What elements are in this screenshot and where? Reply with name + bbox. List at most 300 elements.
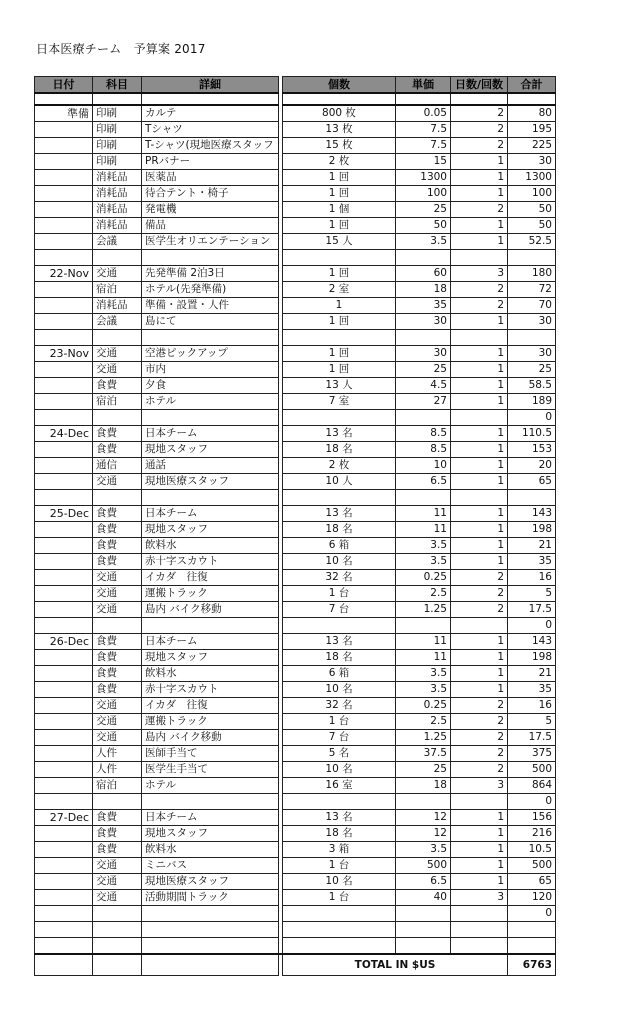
- cell-total: 50: [508, 202, 556, 218]
- cell-total: 198: [508, 650, 556, 666]
- cell-date: [35, 746, 93, 762]
- cell-unit-price: 3.5: [396, 538, 451, 554]
- cell-days: [451, 330, 508, 346]
- cell-quantity: 1 回: [283, 266, 396, 282]
- table-row: [35, 634, 556, 650]
- cell-date: [35, 858, 93, 874]
- table-row: [35, 938, 556, 955]
- cell-unit-price: 3.5: [396, 682, 451, 698]
- cell-date: 22-Nov: [35, 266, 93, 282]
- cell-date: [35, 938, 93, 955]
- cell-detail: 飲料水: [142, 666, 279, 682]
- cell-date: [35, 458, 93, 474]
- cell-total: [508, 938, 556, 955]
- cell-unit-price: 11: [396, 506, 451, 522]
- cell-total: 195: [508, 122, 556, 138]
- cell-unit-price: [396, 330, 451, 346]
- cell-unit-price: 11: [396, 522, 451, 538]
- cell-category: 消耗品: [93, 298, 142, 314]
- cell-days: 2: [451, 122, 508, 138]
- cell-date: [35, 602, 93, 618]
- cell-quantity: [283, 250, 396, 266]
- cell-days: 1: [451, 154, 508, 170]
- cell-days: 1: [451, 426, 508, 442]
- table-row: [35, 442, 556, 458]
- cell-unit-price: 0.25: [396, 698, 451, 714]
- cell-detail: 現地医療スタッフ: [142, 474, 279, 490]
- cell-category: [93, 906, 142, 922]
- cell-days: 2: [451, 698, 508, 714]
- cell-category: 交通: [93, 602, 142, 618]
- cell-unit-price: 2.5: [396, 714, 451, 730]
- table-row: [35, 842, 556, 858]
- cell-total: 180: [508, 266, 556, 282]
- table-row: [35, 778, 556, 794]
- cell-detail: 日本チーム: [142, 810, 279, 826]
- cell-category: 食費: [93, 554, 142, 570]
- cell-detail: ホテル: [142, 394, 279, 410]
- cell-date: [35, 538, 93, 554]
- cell-total: 30: [508, 314, 556, 330]
- cell-days: 1: [451, 362, 508, 378]
- cell-detail: イカダ 往復: [142, 698, 279, 714]
- cell-detail: ミニバス: [142, 858, 279, 874]
- table-row: [35, 554, 556, 570]
- cell-total: 0: [508, 794, 556, 810]
- cell-date: [35, 618, 93, 634]
- cell-quantity: 10 名: [283, 554, 396, 570]
- cell-category: 交通: [93, 570, 142, 586]
- cell-quantity: 13 名: [283, 810, 396, 826]
- cell-quantity: [283, 938, 396, 955]
- total-row: [35, 954, 556, 976]
- table-row: [35, 922, 556, 938]
- total-blank-cell: [142, 954, 279, 976]
- cell-total: 864: [508, 778, 556, 794]
- cell-category: 人件: [93, 746, 142, 762]
- cell-days: 2: [451, 282, 508, 298]
- cell-total: 1300: [508, 170, 556, 186]
- cell-days: [451, 938, 508, 955]
- cell-date: [35, 378, 93, 394]
- cell-date: [35, 730, 93, 746]
- cell-total: 16: [508, 698, 556, 714]
- cell-category: 消耗品: [93, 170, 142, 186]
- table-row: [35, 906, 556, 922]
- cell-quantity: [283, 490, 396, 506]
- cell-detail: 空港ピックアップ: [142, 346, 279, 362]
- cell-total: 0: [508, 906, 556, 922]
- table-row: [35, 330, 556, 346]
- cell-total: 30: [508, 154, 556, 170]
- cell-total: 35: [508, 682, 556, 698]
- cell-detail: 運搬トラック: [142, 586, 279, 602]
- cell-unit-price: 4.5: [396, 378, 451, 394]
- cell-category: 食費: [93, 826, 142, 842]
- cell-category: 通信: [93, 458, 142, 474]
- table-row: [35, 522, 556, 538]
- cell-days: 1: [451, 474, 508, 490]
- cell-quantity: 15 人: [283, 234, 396, 250]
- table-row: [35, 202, 556, 218]
- cell-days: 1: [451, 826, 508, 842]
- cell-category: [93, 922, 142, 938]
- cell-category: 印刷: [93, 105, 142, 122]
- cell-detail: 赤十字スカウト: [142, 554, 279, 570]
- cell-detail: 準備・設置・人件: [142, 298, 279, 314]
- cell-days: 1: [451, 554, 508, 570]
- cell-category: 宿泊: [93, 394, 142, 410]
- cell-date: [35, 906, 93, 922]
- cell-quantity: [283, 794, 396, 810]
- total-label: TOTAL IN $US: [283, 954, 508, 976]
- cell-unit-price: 50: [396, 218, 451, 234]
- cell-detail: 島内 バイク移動: [142, 730, 279, 746]
- table-row: [35, 858, 556, 874]
- cell-date: [35, 314, 93, 330]
- header-unit-price: 単価: [396, 77, 451, 94]
- cell-total: 500: [508, 762, 556, 778]
- cell-total: 225: [508, 138, 556, 154]
- cell-date: 27-Dec: [35, 810, 93, 826]
- cell-category: [93, 938, 142, 955]
- cell-days: 1: [451, 666, 508, 682]
- cell-quantity: 16 室: [283, 778, 396, 794]
- cell-total: 52.5: [508, 234, 556, 250]
- cell-days: [451, 922, 508, 938]
- cell-date: [35, 762, 93, 778]
- cell-unit-price: 25: [396, 362, 451, 378]
- cell-category: 食費: [93, 666, 142, 682]
- table-row: [35, 506, 556, 522]
- header-detail: 詳細: [142, 77, 279, 94]
- cell-date: [35, 650, 93, 666]
- cell-days: 1: [451, 458, 508, 474]
- cell-quantity: [283, 330, 396, 346]
- cell-detail: [142, 938, 279, 955]
- cell-date: 25-Dec: [35, 506, 93, 522]
- cell-unit-price: 12: [396, 810, 451, 826]
- cell-unit-price: [396, 794, 451, 810]
- cell-quantity: 13 名: [283, 426, 396, 442]
- cell-detail: 日本チーム: [142, 634, 279, 650]
- cell-detail: [142, 618, 279, 634]
- cell-detail: イカダ 往復: [142, 570, 279, 586]
- cell-days: 1: [451, 186, 508, 202]
- cell-date: [35, 394, 93, 410]
- table-row: [35, 458, 556, 474]
- cell-quantity: [283, 410, 396, 426]
- cell-unit-price: 10: [396, 458, 451, 474]
- table-row: [35, 362, 556, 378]
- table-row: [35, 490, 556, 506]
- cell-unit-price: [396, 250, 451, 266]
- cell-unit-price: 6.5: [396, 874, 451, 890]
- cell-category: 食費: [93, 810, 142, 826]
- cell-total: 21: [508, 666, 556, 682]
- cell-quantity: [283, 618, 396, 634]
- table-row: [35, 186, 556, 202]
- cell-quantity: 1 回: [283, 186, 396, 202]
- cell-detail: PRバナー: [142, 154, 279, 170]
- cell-detail: 通話: [142, 458, 279, 474]
- cell-days: 3: [451, 778, 508, 794]
- table-row: [35, 538, 556, 554]
- total-blank-cell: [93, 954, 142, 976]
- cell-total: 5: [508, 586, 556, 602]
- cell-quantity: 3 箱: [283, 842, 396, 858]
- cell-date: [35, 874, 93, 890]
- cell-unit-price: [396, 618, 451, 634]
- cell-category: 交通: [93, 874, 142, 890]
- cell-days: 1: [451, 682, 508, 698]
- cell-days: 2: [451, 105, 508, 122]
- cell-date: 26-Dec: [35, 634, 93, 650]
- table-row: [35, 122, 556, 138]
- cell-days: 1: [451, 346, 508, 362]
- table-row: [35, 138, 556, 154]
- table-row: [35, 794, 556, 810]
- cell-quantity: 10 名: [283, 874, 396, 890]
- cell-category: 食費: [93, 634, 142, 650]
- cell-category: 印刷: [93, 154, 142, 170]
- cell-category: 食費: [93, 650, 142, 666]
- table-row: [35, 426, 556, 442]
- cell-category: 食費: [93, 506, 142, 522]
- cell-days: 1: [451, 842, 508, 858]
- cell-quantity: 1: [283, 298, 396, 314]
- cell-total: 10.5: [508, 842, 556, 858]
- cell-detail: [142, 794, 279, 810]
- cell-days: 3: [451, 890, 508, 906]
- cell-category: 人件: [93, 762, 142, 778]
- cell-category: [93, 330, 142, 346]
- cell-total: 70: [508, 298, 556, 314]
- table-row: [35, 874, 556, 890]
- cell-category: 会議: [93, 314, 142, 330]
- cell-total: 143: [508, 506, 556, 522]
- cell-days: 2: [451, 602, 508, 618]
- cell-quantity: [283, 922, 396, 938]
- cell-category: 会議: [93, 234, 142, 250]
- cell-date: [35, 522, 93, 538]
- cell-detail: [142, 410, 279, 426]
- cell-quantity: 13 名: [283, 634, 396, 650]
- cell-detail: Tシャツ: [142, 122, 279, 138]
- cell-total: [508, 330, 556, 346]
- cell-unit-price: 7.5: [396, 138, 451, 154]
- table-row: [35, 218, 556, 234]
- cell-days: 1: [451, 634, 508, 650]
- cell-detail: [142, 330, 279, 346]
- cell-total: 21: [508, 538, 556, 554]
- cell-category: 交通: [93, 474, 142, 490]
- table-row: [35, 474, 556, 490]
- cell-quantity: 18 名: [283, 522, 396, 538]
- cell-category: 食費: [93, 538, 142, 554]
- cell-unit-price: [396, 906, 451, 922]
- cell-quantity: 10 名: [283, 682, 396, 698]
- header-row: [35, 77, 556, 94]
- cell-date: [35, 298, 93, 314]
- table-row: [35, 234, 556, 250]
- cell-category: 印刷: [93, 138, 142, 154]
- cell-days: 1: [451, 538, 508, 554]
- table-row: [35, 346, 556, 362]
- cell-date: [35, 842, 93, 858]
- cell-unit-price: 0.25: [396, 570, 451, 586]
- table-row: [35, 762, 556, 778]
- cell-total: [508, 250, 556, 266]
- cell-date: [35, 922, 93, 938]
- cell-detail: 日本チーム: [142, 506, 279, 522]
- cell-detail: [142, 922, 279, 938]
- cell-detail: ホテル(先発準備): [142, 282, 279, 298]
- cell-quantity: 1 回: [283, 170, 396, 186]
- cell-unit-price: [396, 490, 451, 506]
- cell-unit-price: 3.5: [396, 234, 451, 250]
- cell-detail: カルテ: [142, 105, 279, 122]
- cell-quantity: 7 室: [283, 394, 396, 410]
- cell-detail: 医師手当て: [142, 746, 279, 762]
- cell-detail: 活動期間トラック: [142, 890, 279, 906]
- cell-total: 156: [508, 810, 556, 826]
- cell-date: 23-Nov: [35, 346, 93, 362]
- cell-category: [93, 490, 142, 506]
- cell-category: [93, 410, 142, 426]
- cell-date: [35, 586, 93, 602]
- table-row: [35, 682, 556, 698]
- cell-date: [35, 250, 93, 266]
- cell-quantity: [283, 906, 396, 922]
- table-row: [35, 730, 556, 746]
- cell-total: 17.5: [508, 602, 556, 618]
- cell-unit-price: [396, 922, 451, 938]
- cell-unit-price: 12: [396, 826, 451, 842]
- cell-category: 宿泊: [93, 778, 142, 794]
- table-row: [35, 650, 556, 666]
- cell-category: 食費: [93, 378, 142, 394]
- cell-days: 1: [451, 874, 508, 890]
- cell-detail: 現地スタッフ: [142, 826, 279, 842]
- cell-category: 交通: [93, 266, 142, 282]
- cell-category: 食費: [93, 842, 142, 858]
- cell-days: [451, 618, 508, 634]
- cell-total: 80: [508, 105, 556, 122]
- cell-total: 100: [508, 186, 556, 202]
- cell-detail: 飲料水: [142, 842, 279, 858]
- cell-total: 153: [508, 442, 556, 458]
- cell-quantity: 1 台: [283, 858, 396, 874]
- cell-unit-price: 15: [396, 154, 451, 170]
- cell-unit-price: 37.5: [396, 746, 451, 762]
- cell-total: 500: [508, 858, 556, 874]
- cell-total: 198: [508, 522, 556, 538]
- cell-category: 食費: [93, 522, 142, 538]
- cell-total: [508, 490, 556, 506]
- cell-days: 2: [451, 138, 508, 154]
- cell-days: 2: [451, 586, 508, 602]
- cell-total: 17.5: [508, 730, 556, 746]
- cell-days: [451, 410, 508, 426]
- cell-quantity: 13 枚: [283, 122, 396, 138]
- header-quantity: 個数: [283, 77, 396, 94]
- cell-total: 0: [508, 410, 556, 426]
- cell-quantity: 2 室: [283, 282, 396, 298]
- cell-total: 216: [508, 826, 556, 842]
- cell-detail: 島にて: [142, 314, 279, 330]
- table-row: [35, 298, 556, 314]
- cell-quantity: 1 台: [283, 890, 396, 906]
- cell-unit-price: [396, 410, 451, 426]
- cell-detail: 医学生手当て: [142, 762, 279, 778]
- cell-quantity: 1 台: [283, 586, 396, 602]
- cell-date: 24-Dec: [35, 426, 93, 442]
- cell-category: 交通: [93, 698, 142, 714]
- cell-detail: 日本チーム: [142, 426, 279, 442]
- cell-category: 消耗品: [93, 202, 142, 218]
- cell-total: 58.5: [508, 378, 556, 394]
- page-title: 日本医療チーム 予算案 2017: [36, 42, 206, 56]
- cell-days: 2: [451, 298, 508, 314]
- cell-unit-price: 8.5: [396, 442, 451, 458]
- table-row: [35, 314, 556, 330]
- cell-date: [35, 122, 93, 138]
- cell-quantity: 18 名: [283, 650, 396, 666]
- cell-date: [35, 570, 93, 586]
- cell-unit-price: 3.5: [396, 666, 451, 682]
- cell-date: [35, 202, 93, 218]
- cell-unit-price: 500: [396, 858, 451, 874]
- cell-days: 3: [451, 266, 508, 282]
- cell-date: [35, 778, 93, 794]
- cell-unit-price: 7.5: [396, 122, 451, 138]
- cell-detail: 現地スタッフ: [142, 442, 279, 458]
- cell-date: [35, 698, 93, 714]
- cell-quantity: 1 回: [283, 218, 396, 234]
- table-top-spacer-row: [35, 93, 556, 105]
- cell-total: 0: [508, 618, 556, 634]
- cell-detail: 現地スタッフ: [142, 522, 279, 538]
- cell-total: 50: [508, 218, 556, 234]
- cell-days: 1: [451, 810, 508, 826]
- cell-total: 30: [508, 346, 556, 362]
- cell-total: 120: [508, 890, 556, 906]
- cell-quantity: 1 個: [283, 202, 396, 218]
- table-row: [35, 714, 556, 730]
- table-row: [35, 698, 556, 714]
- cell-total: 25: [508, 362, 556, 378]
- table-row: [35, 666, 556, 682]
- cell-detail: 運搬トラック: [142, 714, 279, 730]
- cell-days: 1: [451, 170, 508, 186]
- cell-quantity: 18 名: [283, 826, 396, 842]
- cell-date: [35, 234, 93, 250]
- cell-date: [35, 714, 93, 730]
- cell-quantity: 32 名: [283, 570, 396, 586]
- cell-unit-price: 2.5: [396, 586, 451, 602]
- cell-date: [35, 154, 93, 170]
- cell-total: [508, 922, 556, 938]
- cell-days: 1: [451, 234, 508, 250]
- cell-category: 交通: [93, 858, 142, 874]
- cell-quantity: 6 箱: [283, 666, 396, 682]
- table-row: [35, 378, 556, 394]
- cell-total: 20: [508, 458, 556, 474]
- cell-quantity: 7 台: [283, 602, 396, 618]
- cell-total: 375: [508, 746, 556, 762]
- cell-category: 交通: [93, 362, 142, 378]
